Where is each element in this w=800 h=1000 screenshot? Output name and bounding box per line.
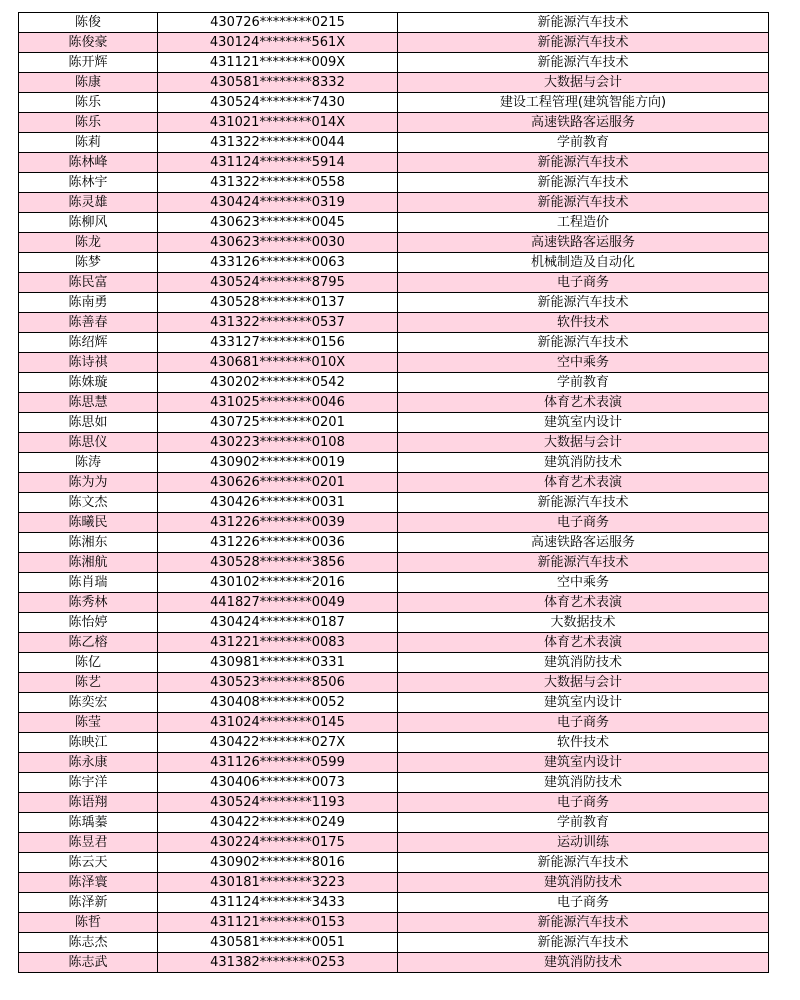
id-number-cell: 430581********0051	[158, 933, 398, 953]
id-number-cell: 431121********009X	[158, 53, 398, 73]
id-number-cell: 430524********7430	[158, 93, 398, 113]
major-cell: 体育艺术表演	[398, 473, 769, 493]
id-number-cell: 431322********0044	[158, 133, 398, 153]
major-cell: 新能源汽车技术	[398, 933, 769, 953]
major-cell: 运动训练	[398, 833, 769, 853]
table-row	[19, 33, 769, 53]
table-row	[19, 773, 769, 793]
id-number-cell: 431322********0558	[158, 173, 398, 193]
id-number-cell: 431024********0145	[158, 713, 398, 733]
major-cell: 新能源汽车技术	[398, 493, 769, 513]
student-name-cell: 陈曦民	[19, 513, 158, 533]
major-cell: 软件技术	[398, 733, 769, 753]
major-cell: 新能源汽车技术	[398, 853, 769, 873]
student-name-cell: 陈乙榕	[19, 633, 158, 653]
table-row	[19, 613, 769, 633]
id-number-cell: 430623********0030	[158, 233, 398, 253]
student-name-cell: 陈乐	[19, 113, 158, 133]
table-row	[19, 653, 769, 673]
major-cell: 建筑消防技术	[398, 653, 769, 673]
id-number-cell: 430524********8795	[158, 273, 398, 293]
id-number-cell: 430528********3856	[158, 553, 398, 573]
id-number-cell: 433126********0063	[158, 253, 398, 273]
major-cell: 新能源汽车技术	[398, 333, 769, 353]
major-cell: 新能源汽车技术	[398, 13, 769, 33]
table-row	[19, 513, 769, 533]
table-row	[19, 833, 769, 853]
id-number-cell: 430202********0542	[158, 373, 398, 393]
id-number-cell: 431226********0036	[158, 533, 398, 553]
student-name-cell: 陈姝璇	[19, 373, 158, 393]
table-row	[19, 453, 769, 473]
id-number-cell: 431221********0083	[158, 633, 398, 653]
student-name-cell: 陈永康	[19, 753, 158, 773]
id-number-cell: 431322********0537	[158, 313, 398, 333]
id-number-cell: 430626********0201	[158, 473, 398, 493]
id-number-cell: 430424********0319	[158, 193, 398, 213]
major-cell: 电子商务	[398, 793, 769, 813]
student-name-cell: 陈语翔	[19, 793, 158, 813]
student-name-cell: 陈哲	[19, 913, 158, 933]
student-name-cell: 陈思仪	[19, 433, 158, 453]
table-row	[19, 693, 769, 713]
student-name-cell: 陈泽新	[19, 893, 158, 913]
student-roster-table	[18, 12, 769, 973]
student-name-cell: 陈志杰	[19, 933, 158, 953]
student-name-cell: 陈善春	[19, 313, 158, 333]
id-number-cell: 431025********0046	[158, 393, 398, 413]
student-name-cell: 陈奕宏	[19, 693, 158, 713]
student-name-cell: 陈思如	[19, 413, 158, 433]
major-cell: 新能源汽车技术	[398, 293, 769, 313]
id-number-cell: 430623********0045	[158, 213, 398, 233]
student-name-cell: 陈思慧	[19, 393, 158, 413]
table-row	[19, 813, 769, 833]
id-number-cell: 431121********0153	[158, 913, 398, 933]
id-number-cell: 430422********0249	[158, 813, 398, 833]
table-row	[19, 873, 769, 893]
major-cell: 体育艺术表演	[398, 593, 769, 613]
table-row	[19, 73, 769, 93]
id-number-cell: 430223********0108	[158, 433, 398, 453]
major-cell: 新能源汽车技术	[398, 913, 769, 933]
id-number-cell: 430124********561X	[158, 33, 398, 53]
id-number-cell: 441827********0049	[158, 593, 398, 613]
major-cell: 软件技术	[398, 313, 769, 333]
id-number-cell: 430524********1193	[158, 793, 398, 813]
major-cell: 空中乘务	[398, 353, 769, 373]
table-row	[19, 593, 769, 613]
id-number-cell: 431124********3433	[158, 893, 398, 913]
student-name-cell: 陈俊	[19, 13, 158, 33]
table-row	[19, 953, 769, 973]
id-number-cell: 431226********0039	[158, 513, 398, 533]
student-name-cell: 陈龙	[19, 233, 158, 253]
student-name-cell: 陈灵雄	[19, 193, 158, 213]
student-name-cell: 陈民富	[19, 273, 158, 293]
student-name-cell: 陈湘航	[19, 553, 158, 573]
student-name-cell: 陈艺	[19, 673, 158, 693]
table-row	[19, 333, 769, 353]
major-cell: 空中乘务	[398, 573, 769, 593]
table-row	[19, 733, 769, 753]
id-number-cell: 431382********0253	[158, 953, 398, 973]
student-name-cell: 陈开辉	[19, 53, 158, 73]
major-cell: 高速铁路客运服务	[398, 113, 769, 133]
table-row	[19, 133, 769, 153]
table-row	[19, 573, 769, 593]
student-name-cell: 陈湘东	[19, 533, 158, 553]
student-name-cell: 陈昱君	[19, 833, 158, 853]
table-row	[19, 113, 769, 133]
student-name-cell: 陈林峰	[19, 153, 158, 173]
student-name-cell: 陈俊豪	[19, 33, 158, 53]
major-cell: 电子商务	[398, 513, 769, 533]
id-number-cell: 430181********3223	[158, 873, 398, 893]
student-name-cell: 陈宇洋	[19, 773, 158, 793]
id-number-cell: 430426********0031	[158, 493, 398, 513]
table-row	[19, 433, 769, 453]
table-row	[19, 293, 769, 313]
table-row	[19, 493, 769, 513]
major-cell: 新能源汽车技术	[398, 53, 769, 73]
major-cell: 电子商务	[398, 713, 769, 733]
major-cell: 建筑室内设计	[398, 413, 769, 433]
id-number-cell: 430981********0331	[158, 653, 398, 673]
major-cell: 大数据与会计	[398, 73, 769, 93]
major-cell: 建筑室内设计	[398, 693, 769, 713]
student-name-cell: 陈柳风	[19, 213, 158, 233]
table-row	[19, 673, 769, 693]
table-row	[19, 253, 769, 273]
student-name-cell: 陈为为	[19, 473, 158, 493]
id-number-cell: 430424********0187	[158, 613, 398, 633]
id-number-cell: 430581********8332	[158, 73, 398, 93]
student-name-cell: 陈莉	[19, 133, 158, 153]
student-name-cell: 陈云天	[19, 853, 158, 873]
student-name-cell: 陈文杰	[19, 493, 158, 513]
id-number-cell: 430224********0175	[158, 833, 398, 853]
major-cell: 学前教育	[398, 133, 769, 153]
major-cell: 电子商务	[398, 273, 769, 293]
major-cell: 工程造价	[398, 213, 769, 233]
id-number-cell: 430523********8506	[158, 673, 398, 693]
student-name-cell: 陈肖瑞	[19, 573, 158, 593]
major-cell: 新能源汽车技术	[398, 33, 769, 53]
table-row	[19, 933, 769, 953]
table-row	[19, 633, 769, 653]
id-number-cell: 431124********5914	[158, 153, 398, 173]
id-number-cell: 431126********0599	[158, 753, 398, 773]
id-number-cell: 430408********0052	[158, 693, 398, 713]
table-row	[19, 553, 769, 573]
major-cell: 电子商务	[398, 893, 769, 913]
student-name-cell: 陈莹	[19, 713, 158, 733]
table-row	[19, 893, 769, 913]
table-row	[19, 153, 769, 173]
major-cell: 大数据技术	[398, 613, 769, 633]
major-cell: 体育艺术表演	[398, 633, 769, 653]
major-cell: 大数据与会计	[398, 433, 769, 453]
student-name-cell: 陈泽寰	[19, 873, 158, 893]
id-number-cell: 430406********0073	[158, 773, 398, 793]
student-name-cell: 陈乐	[19, 93, 158, 113]
table-row	[19, 853, 769, 873]
major-cell: 建筑消防技术	[398, 953, 769, 973]
table-row	[19, 393, 769, 413]
table-row	[19, 913, 769, 933]
student-name-cell: 陈瑀蓁	[19, 813, 158, 833]
table-row	[19, 173, 769, 193]
id-number-cell: 430102********2016	[158, 573, 398, 593]
id-number-cell: 430902********8016	[158, 853, 398, 873]
student-name-cell: 陈怡婷	[19, 613, 158, 633]
major-cell: 建筑消防技术	[398, 773, 769, 793]
student-name-cell: 陈诗祺	[19, 353, 158, 373]
table-row	[19, 533, 769, 553]
major-cell: 建筑室内设计	[398, 753, 769, 773]
table-row	[19, 713, 769, 733]
table-row	[19, 233, 769, 253]
student-name-cell: 陈映江	[19, 733, 158, 753]
table-row	[19, 313, 769, 333]
table-row	[19, 13, 769, 33]
student-name-cell: 陈南勇	[19, 293, 158, 313]
id-number-cell: 430422********027X	[158, 733, 398, 753]
table-row	[19, 193, 769, 213]
table-row	[19, 93, 769, 113]
id-number-cell: 430528********0137	[158, 293, 398, 313]
table-row	[19, 213, 769, 233]
student-name-cell: 陈亿	[19, 653, 158, 673]
student-name-cell: 陈林宇	[19, 173, 158, 193]
table-row	[19, 413, 769, 433]
id-number-cell: 433127********0156	[158, 333, 398, 353]
major-cell: 学前教育	[398, 373, 769, 393]
table-row	[19, 473, 769, 493]
major-cell: 建筑消防技术	[398, 453, 769, 473]
student-name-cell: 陈秀林	[19, 593, 158, 613]
id-number-cell: 431021********014X	[158, 113, 398, 133]
id-number-cell: 430726********0215	[158, 13, 398, 33]
major-cell: 体育艺术表演	[398, 393, 769, 413]
table-row	[19, 53, 769, 73]
roster-body	[19, 13, 769, 973]
id-number-cell: 430902********0019	[158, 453, 398, 473]
table-row	[19, 373, 769, 393]
major-cell: 建设工程管理(建筑智能方向)	[398, 93, 769, 113]
major-cell: 高速铁路客运服务	[398, 533, 769, 553]
student-name-cell: 陈康	[19, 73, 158, 93]
id-number-cell: 430681********010X	[158, 353, 398, 373]
major-cell: 新能源汽车技术	[398, 153, 769, 173]
major-cell: 机械制造及自动化	[398, 253, 769, 273]
major-cell: 新能源汽车技术	[398, 173, 769, 193]
student-name-cell: 陈志武	[19, 953, 158, 973]
id-number-cell: 430725********0201	[158, 413, 398, 433]
table-row	[19, 273, 769, 293]
table-row	[19, 793, 769, 813]
major-cell: 新能源汽车技术	[398, 553, 769, 573]
major-cell: 新能源汽车技术	[398, 193, 769, 213]
major-cell: 建筑消防技术	[398, 873, 769, 893]
student-name-cell: 陈涛	[19, 453, 158, 473]
major-cell: 学前教育	[398, 813, 769, 833]
student-name-cell: 陈绍辉	[19, 333, 158, 353]
student-name-cell: 陈梦	[19, 253, 158, 273]
table-row	[19, 753, 769, 773]
table-row	[19, 353, 769, 373]
major-cell: 高速铁路客运服务	[398, 233, 769, 253]
major-cell: 大数据与会计	[398, 673, 769, 693]
